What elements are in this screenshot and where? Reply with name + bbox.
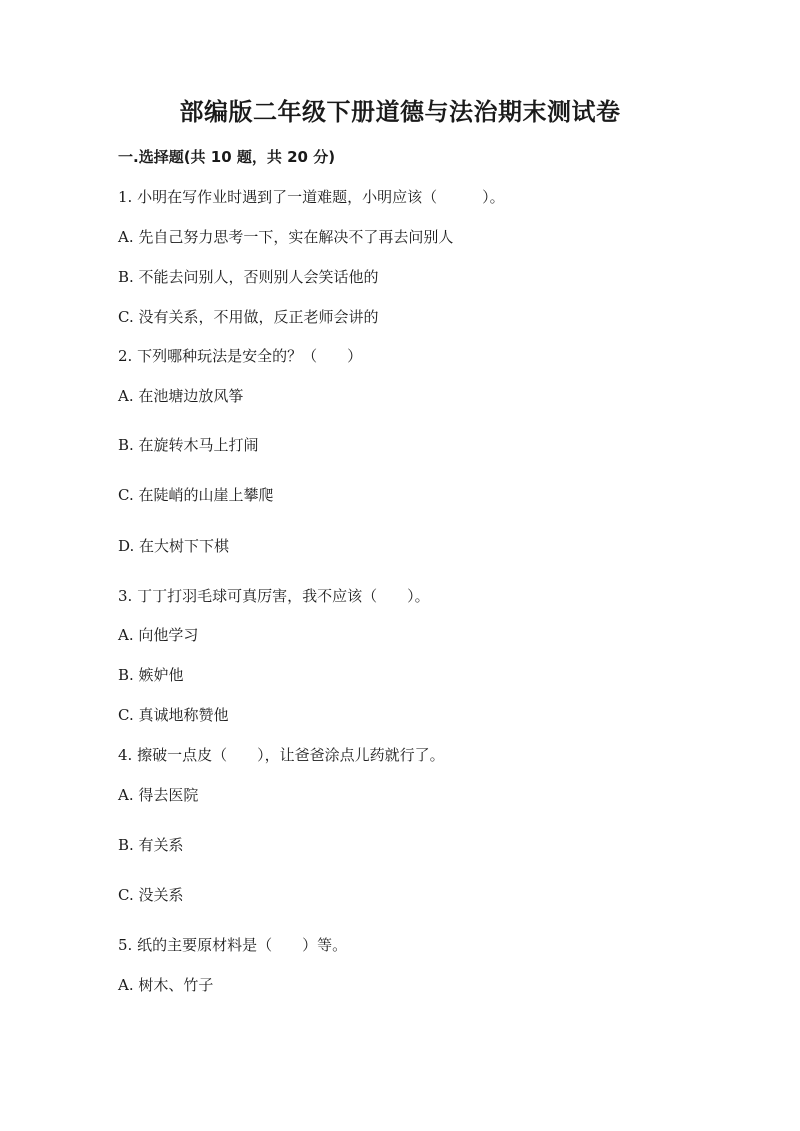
question-3-stem: 3. 丁丁打羽毛球可真厉害，我不应该（ ）。 <box>118 587 430 605</box>
question-4-option-a: A. 得去医院 <box>118 786 199 804</box>
question-1-stem: 1. 小明在写作业时遇到了一道难题，小明应该（ ）。 <box>118 188 505 206</box>
section-heading: 一.选择题(共 10 题，共 20 分) <box>118 148 336 166</box>
question-3-option-b: B. 嫉妒他 <box>118 666 184 684</box>
question-4-option-c: C. 没关系 <box>118 886 184 904</box>
question-4-option-b: B. 有关系 <box>118 836 184 854</box>
question-5-stem: 5. 纸的主要原材料是（ ）等。 <box>118 936 348 954</box>
page-title: 部编版二年级下册道德与法治期末测试卷 <box>179 97 621 126</box>
question-4-stem: 4. 擦破一点皮（ ），让爸爸涂点儿药就行了。 <box>118 746 445 764</box>
question-2-option-b: B. 在旋转木马上打闹 <box>118 436 259 454</box>
question-2-option-c: C. 在陡峭的山崖上攀爬 <box>118 486 274 504</box>
question-2-stem: 2. 下列哪种玩法是安全的？（ ） <box>118 347 363 365</box>
question-3-option-c: C. 真诚地称赞他 <box>118 706 229 724</box>
question-2-option-a: A. 在池塘边放风筝 <box>118 387 244 405</box>
question-3-option-a: A. 向他学习 <box>118 626 199 644</box>
question-2-option-d: D. 在大树下下棋 <box>118 537 230 555</box>
question-1-option-b: B. 不能去问别人，否则别人会笑话他的 <box>118 268 379 286</box>
question-1-option-a: A. 先自己努力思考一下，实在解决不了再去问别人 <box>118 228 454 246</box>
question-5-option-a: A. 树木、竹子 <box>118 976 214 994</box>
question-1-option-c: C. 没有关系，不用做，反正老师会讲的 <box>118 308 379 326</box>
